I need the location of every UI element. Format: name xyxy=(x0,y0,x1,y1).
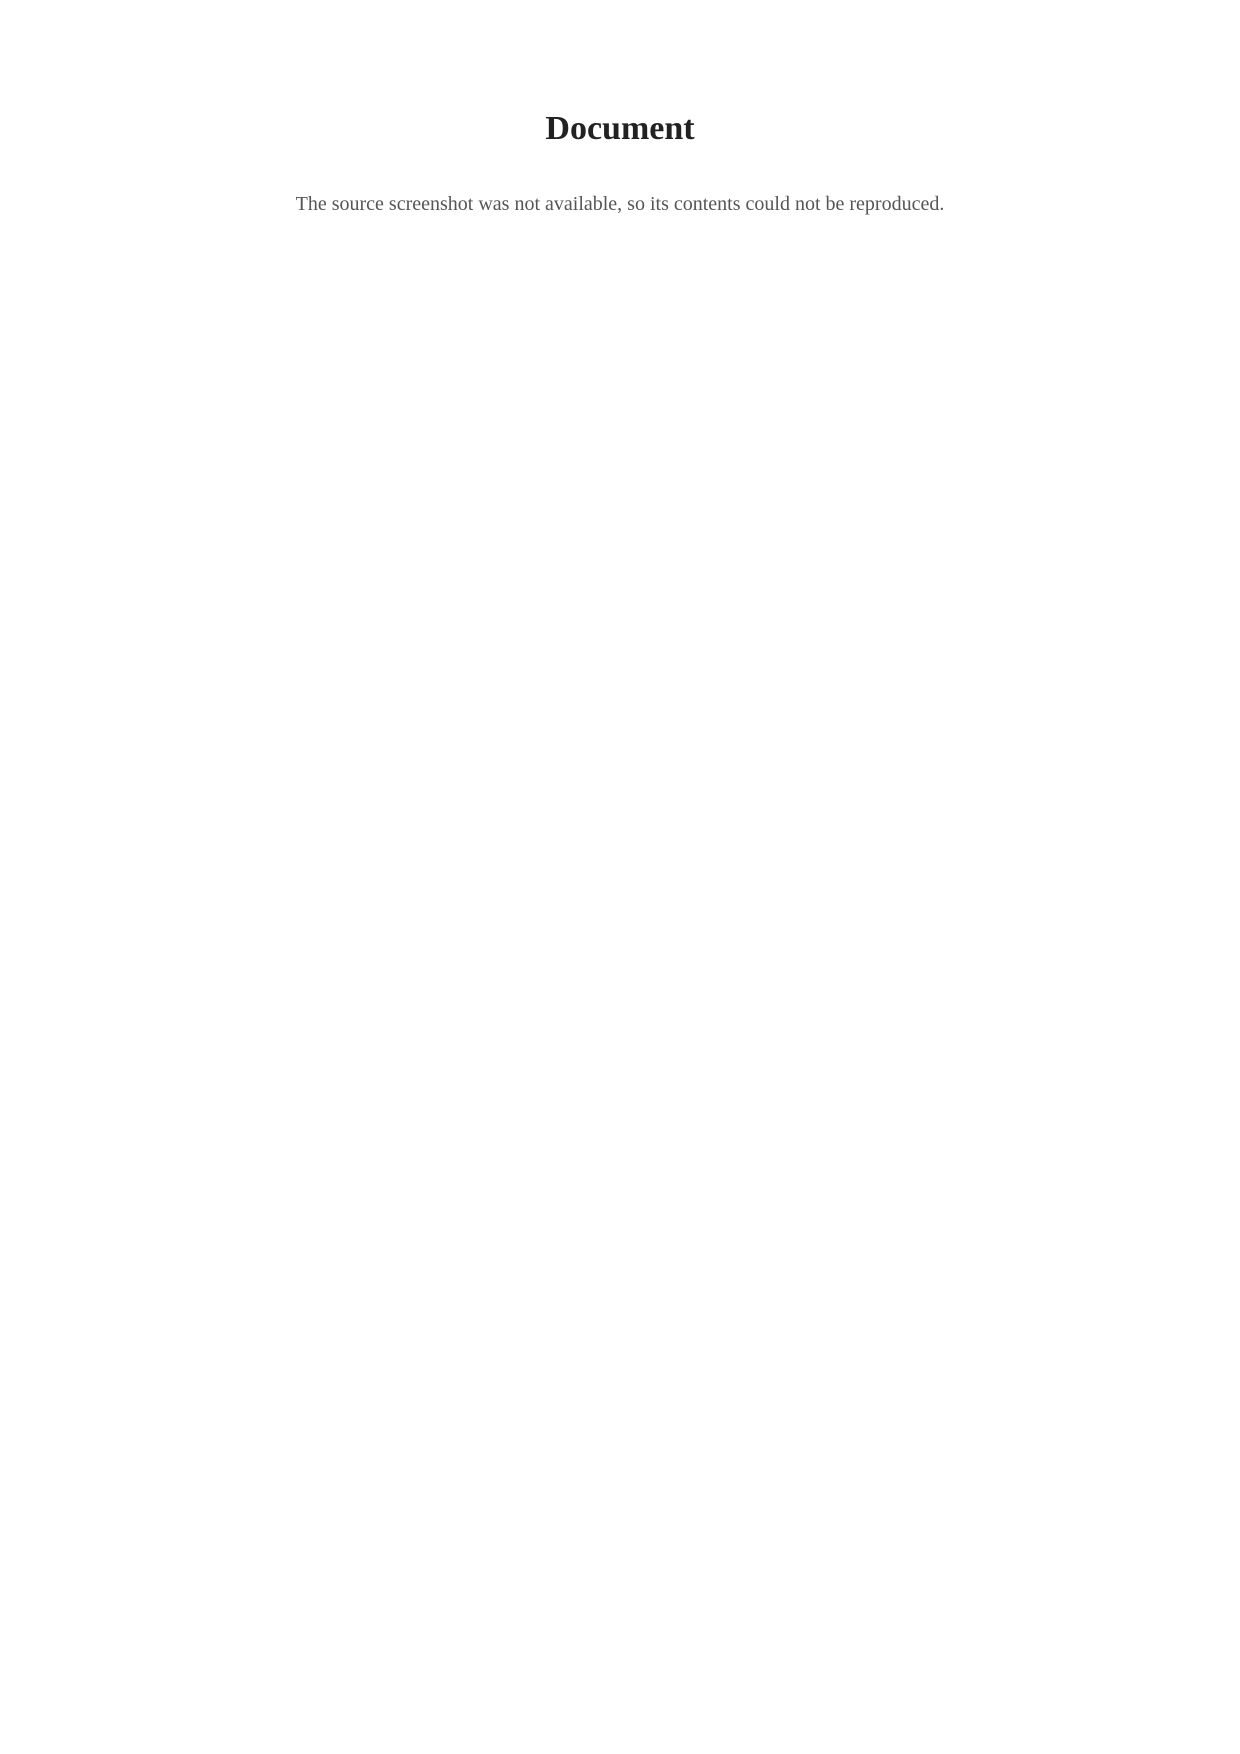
document-note: The source screenshot was not available, so its contents could not be reproduced. xyxy=(295,193,945,215)
document-title: Document xyxy=(545,110,695,147)
